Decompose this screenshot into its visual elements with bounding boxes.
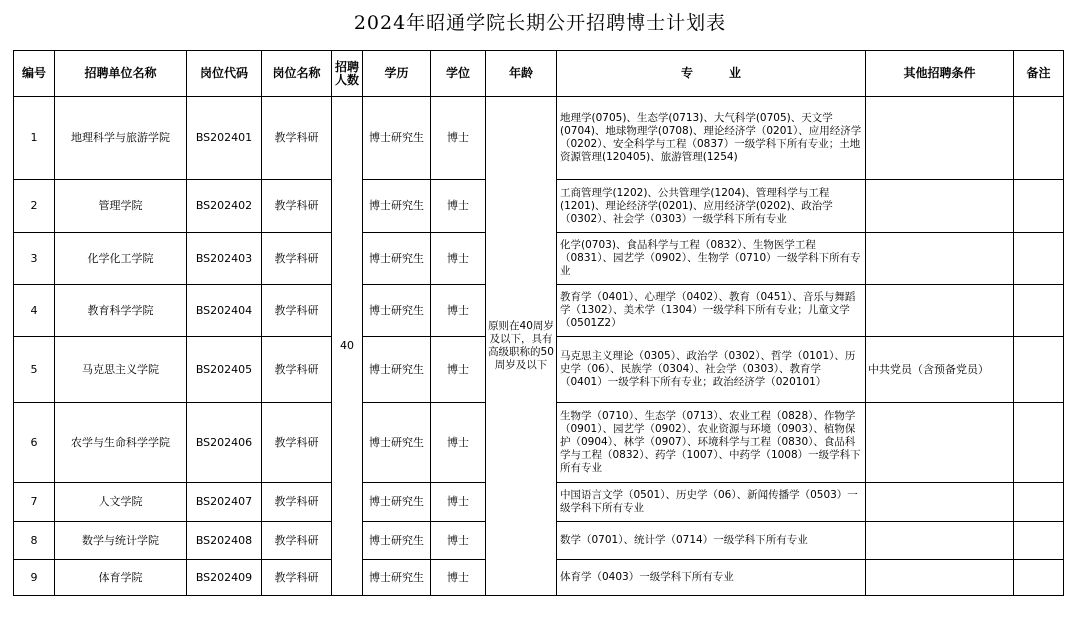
cell-unit: 数学与统计学院 [55,522,187,560]
cell-major: 中国语言文学（0501）、历史学（06）、新闻传播学（0503）一级学科下所有专业 [557,483,866,522]
cell-unit: 马克思主义学院 [55,337,187,403]
cell-other [866,97,1014,180]
cell-remark [1014,180,1064,233]
cell-no: 2 [14,180,55,233]
cell-other [866,483,1014,522]
cell-major: 数学（0701）、统计学（0714）一级学科下所有专业 [557,522,866,560]
cell-other [866,233,1014,285]
cell-degree: 博士 [431,483,486,522]
cell-major: 工商管理学(1202)、公共管理学(1204)、管理科学与工程(1201)、理论经济学(0201)、应用经济学(0202)、政治学（0302）、社会学（0303）一级学科下所有专业 [557,180,866,233]
cell-major: 马克思主义理论（0305）、政治学（0302）、哲学（0101）、历史学（06）、民族学（0304）、社会学（0303）、教育学（0401）一级学科下所有专业；政治经济学（020101） [557,337,866,403]
cell-no: 5 [14,337,55,403]
cell-remark [1014,97,1064,180]
header-other: 其他招聘条件 [866,51,1014,97]
cell-code: BS202405 [187,337,262,403]
cell-other [866,403,1014,483]
cell-unit: 农学与生命科学学院 [55,403,187,483]
cell-remark [1014,483,1064,522]
cell-other [866,522,1014,560]
page-title: 2024年昭通学院长期公开招聘博士计划表 [353,12,727,34]
header-education: 学历 [363,51,431,97]
cell-no: 1 [14,97,55,180]
cell-code: BS202402 [187,180,262,233]
cell-code: BS202401 [187,97,262,180]
cell-post: 教学科研 [262,285,332,337]
cell-education: 博士研究生 [363,97,431,180]
cell-other [866,560,1014,596]
cell-code: BS202407 [187,483,262,522]
cell-education: 博士研究生 [363,233,431,285]
cell-remark [1014,403,1064,483]
cell-education: 博士研究生 [363,560,431,596]
cell-degree: 博士 [431,403,486,483]
cell-age: 原则在40周岁及以下，具有高级职称的50周岁及以下 [486,97,557,596]
cell-degree: 博士 [431,97,486,180]
cell-code: BS202408 [187,522,262,560]
cell-remark [1014,233,1064,285]
header-major: 专 业 [557,51,866,97]
cell-no: 6 [14,403,55,483]
cell-degree: 博士 [431,337,486,403]
cell-other-party-member: 中共党员（含预备党员） [866,337,1014,403]
cell-code: BS202403 [187,233,262,285]
cell-post: 教学科研 [262,522,332,560]
cell-no: 7 [14,483,55,522]
cell-remark [1014,522,1064,560]
cell-degree: 博士 [431,233,486,285]
cell-other [866,180,1014,233]
cell-unit: 地理科学与旅游学院 [55,97,187,180]
cell-no: 3 [14,233,55,285]
cell-code: BS202409 [187,560,262,596]
cell-degree: 博士 [431,522,486,560]
cell-other [866,285,1014,337]
header-degree: 学位 [431,51,486,97]
cell-unit: 化学化工学院 [55,233,187,285]
header-age: 年龄 [486,51,557,97]
cell-post: 教学科研 [262,483,332,522]
table-row [14,97,1064,180]
cell-degree: 博士 [431,180,486,233]
header-count: 招聘人数 [332,51,363,97]
cell-post: 教学科研 [262,403,332,483]
header-no: 编号 [14,51,55,97]
cell-post: 教学科研 [262,97,332,180]
cell-post: 教学科研 [262,233,332,285]
cell-degree: 博士 [431,285,486,337]
cell-major: 生物学（0710）、生态学（0713）、农业工程（0828）、作物学（0901）、园艺学（0902）、农业资源与环境（0903）、植物保护（0904）、林学（0907）、环境科学与工程（0830）、食品科学与工程（0832）、药学（1007）、中药学（1008）一级学科下所有专业 [557,403,866,483]
cell-post: 教学科研 [262,337,332,403]
header-code: 岗位代码 [187,51,262,97]
cell-no: 9 [14,560,55,596]
cell-education: 博士研究生 [363,522,431,560]
cell-post: 教学科研 [262,560,332,596]
cell-major: 地理学(0705)、生态学(0713)、大气科学(0705)、天文学(0704)、地球物理学(0708)、理论经济学（0201）、应用经济学（0202）、安全科学与工程（0837）一级学科下所有专业；土地资源管理(120405)、旅游管理(1254) [557,97,866,180]
cell-remark [1014,337,1064,403]
cell-post: 教学科研 [262,180,332,233]
cell-major: 化学(0703)、食品科学与工程（0832）、生物医学工程（0831）、园艺学（0902）、生物学（0710）一级学科下所有专业 [557,233,866,285]
cell-major: 教育学（0401）、心理学（0402）、教育（0451）、音乐与舞蹈学（1302）、美术学（1304）一级学科下所有专业；儿童文学（0501Z2） [557,285,866,337]
header-unit: 招聘单位名称 [55,51,187,97]
cell-education: 博士研究生 [363,180,431,233]
cell-count: 40 [332,97,363,596]
header-row [14,51,1064,97]
recruitment-plan-table [13,50,1064,596]
cell-unit: 体育学院 [55,560,187,596]
cell-education: 博士研究生 [363,337,431,403]
cell-major: 体育学（0403）一级学科下所有专业 [557,560,866,596]
cell-education: 博士研究生 [363,403,431,483]
cell-unit: 管理学院 [55,180,187,233]
cell-remark [1014,285,1064,337]
cell-code: BS202406 [187,403,262,483]
cell-unit: 教育科学学院 [55,285,187,337]
cell-education: 博士研究生 [363,483,431,522]
cell-no: 8 [14,522,55,560]
header-post: 岗位名称 [262,51,332,97]
cell-code: BS202404 [187,285,262,337]
cell-remark [1014,560,1064,596]
header-remark: 备注 [1014,51,1064,97]
cell-degree: 博士 [431,560,486,596]
cell-unit: 人文学院 [55,483,187,522]
cell-no: 4 [14,285,55,337]
cell-education: 博士研究生 [363,285,431,337]
